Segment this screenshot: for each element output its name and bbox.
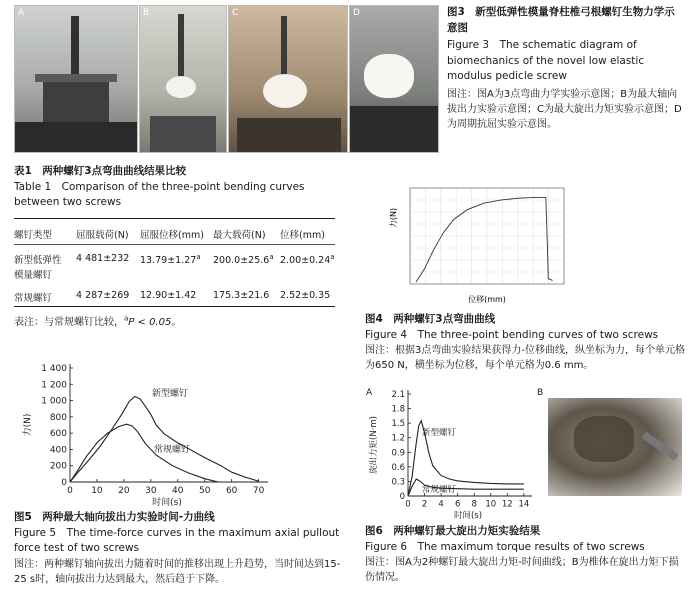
th-max-load: 最大载荷(N)	[213, 230, 266, 241]
table1-top-rule	[14, 218, 335, 219]
th-disp: 位移(mm)	[280, 230, 325, 241]
fig3-caption-en: Figure 3 The schematic diagram of biomechanics of the novel low elastic modulus pedicle screw	[447, 39, 645, 82]
sup-a: a	[124, 314, 129, 323]
fig3-photo-c	[228, 5, 348, 153]
fig6-lines	[408, 421, 524, 496]
x-tick-label: 40	[172, 486, 184, 496]
fig3-note: 图注：图A为3点弯曲力学实验示意图；B为最大轴向拔出力实验示意图；C为最大旋出力矩实验示意图；D为周期抗屈实验示意图。	[447, 88, 682, 130]
y-tick-label: 1 000	[41, 396, 67, 407]
series-label-1: 新型螺钉	[422, 428, 457, 438]
fig6-photo-b	[548, 398, 682, 496]
x-tick-label: 30	[145, 486, 157, 496]
x-tick-label: 0	[405, 499, 411, 510]
table1-mid-rule	[14, 244, 335, 245]
fig4-caption-cn: 图4 两种螺钉3点弯曲曲线	[365, 313, 496, 325]
fig5-chart	[14, 360, 284, 510]
fig4-caption-en: Figure 4 The three-point bending curves of two screws	[365, 328, 659, 341]
y-tick-label: 0.9	[391, 448, 405, 459]
fig5-caption-cn: 图5 两种最大轴向拔出力实验时间-力曲线	[14, 511, 215, 523]
fig3-photo-d	[349, 5, 439, 153]
row1-disp-val: 2.00±0.24	[280, 255, 331, 267]
y-tick-label: 0.3	[391, 477, 405, 488]
fig4-chart	[384, 178, 574, 306]
row1-yield-disp-val: 13.79±1.27	[140, 255, 197, 267]
fig3-photo-a	[14, 5, 138, 153]
x-tick-label: 12	[501, 499, 513, 510]
fig4-xlabel: 位移(mm)	[468, 295, 506, 304]
fig5-note: 图注：两种螺钉轴向拔出力随着时间的推移出现上升趋势，当时间达到15-25 s时，轴向拔出力达到最大，然后趋于下降。	[14, 558, 341, 585]
y-tick-label: 0	[399, 492, 405, 502]
y-tick-label: 1 400	[41, 364, 67, 374]
series-label-1: 新型螺钉	[152, 389, 189, 399]
th-type: 螺钉类型	[14, 230, 53, 241]
y-tick-label: 1.5	[391, 419, 405, 430]
fig3-photo-b	[139, 5, 227, 153]
fig4-ylabel: 力(N)	[389, 207, 398, 229]
y-axis-label: 旋出力矩(N·m)	[369, 416, 379, 474]
fig6-label-b: B	[537, 388, 544, 398]
row1-max-load-val: 200.0±25.6	[213, 255, 270, 267]
fig3-label-b: B	[143, 8, 150, 18]
x-axis-label: 时间(s)	[453, 511, 483, 521]
x-tick-label: 60	[225, 486, 238, 496]
fig6-note: 图注：图A为2种螺钉最大旋出力矩-时间曲线；B为椎体在旋出力矩下损伤情况。	[365, 557, 679, 583]
y-tick-label: 400	[49, 445, 67, 456]
table1-note-p: P < 0.05。	[128, 317, 182, 328]
x-tick-label: 2	[421, 499, 428, 510]
fig3-caption-cn: 图3 新型低弹性模量脊柱椎弓根螺钉生物力学示意图	[447, 6, 675, 34]
y-tick-label: 800	[49, 412, 67, 423]
y-tick-label: 0.6	[391, 462, 405, 473]
fig6-caption	[365, 524, 687, 585]
y-tick-label: 0	[61, 478, 67, 488]
series-label-2: 常规螺钉	[422, 485, 457, 495]
sup-a: a	[330, 253, 335, 261]
row1-max-load	[213, 253, 274, 266]
table1-note-text: 表注：与常规螺钉比较，	[14, 317, 124, 328]
fig6-axes	[368, 390, 532, 521]
fig4-note: 图注：根据3点弯曲实验结果获得力-位移曲线，纵坐标为力，每个单元格为650 N，横坐标为位移，每个单元格为0.6 mm。	[365, 345, 685, 371]
y-tick-label: 2.1	[391, 390, 405, 400]
fig5-caption	[14, 510, 344, 587]
fig6-caption-cn: 图6 两种螺钉最大旋出力矩实验结果	[365, 525, 541, 537]
y-tick-label: 200	[49, 461, 67, 472]
x-tick-label: 14	[518, 499, 530, 510]
x-tick-label: 0	[67, 486, 73, 496]
x-tick-label: 10	[91, 486, 103, 496]
fig6-caption-en: Figure 6 The maximum torque results of two screws	[365, 540, 645, 553]
row2-disp: 2.52±0.35	[280, 290, 331, 301]
fig5-axes	[21, 364, 268, 508]
row2-yield-disp: 12.90±1.42	[140, 290, 197, 301]
x-axis-label: 时间(s)	[152, 498, 182, 508]
y-tick-label: 1.8	[391, 404, 405, 415]
row1-disp	[280, 253, 335, 266]
series-label-2: 常规螺钉	[154, 445, 191, 455]
series-line-1	[70, 397, 259, 483]
fig4-caption	[365, 312, 687, 373]
y-tick-label: 1.2	[391, 433, 405, 444]
row1-yield-disp	[140, 253, 201, 266]
sup-a: a	[269, 253, 274, 261]
fig3-label-d: D	[353, 8, 360, 18]
x-tick-label: 50	[198, 486, 211, 496]
row1-yield-load: 4 481±232	[76, 253, 130, 264]
sup-a: a	[196, 253, 201, 261]
y-tick-label: 1 200	[41, 380, 67, 391]
table1-title-cn: 表1 两种螺钉3点弯曲曲线结果比较	[14, 165, 187, 177]
x-tick-label: 20	[118, 486, 130, 496]
row1-type: 新型低弹性模量螺钉	[14, 255, 62, 281]
row2-type: 常规螺钉	[14, 293, 53, 304]
fig5-caption-en: Figure 5 The time-force curves in the maximum axial pullout force test of two screws	[14, 526, 340, 554]
table1-title-en: Table 1 Comparison of the three-point bending curves between two screws	[14, 180, 305, 208]
table1-bottom-rule	[14, 306, 335, 307]
fig6-label-a: A	[366, 388, 373, 398]
x-tick-label: 6	[454, 499, 461, 510]
x-tick-label: 8	[471, 499, 477, 510]
row2-yield-load: 4 287±269	[76, 290, 130, 301]
fig3-label-c: C	[232, 8, 239, 18]
table1-title	[14, 164, 339, 211]
x-tick-label: 4	[438, 499, 444, 510]
y-axis-label: 力(N)	[23, 413, 33, 437]
x-tick-label: 10	[485, 499, 497, 510]
table1-note	[14, 313, 181, 328]
fig3-caption	[447, 5, 685, 132]
fig6-chart	[368, 388, 538, 524]
fig5-lines	[70, 387, 259, 482]
th-yield-load: 屈服载荷(N)	[76, 230, 129, 241]
row2-max-load: 175.3±21.6	[213, 290, 270, 301]
fig3-label-a: A	[18, 8, 25, 18]
x-tick-label: 70	[252, 486, 265, 496]
y-tick-label: 600	[49, 429, 67, 440]
th-yield-disp: 屈服位移(mm)	[140, 230, 204, 241]
